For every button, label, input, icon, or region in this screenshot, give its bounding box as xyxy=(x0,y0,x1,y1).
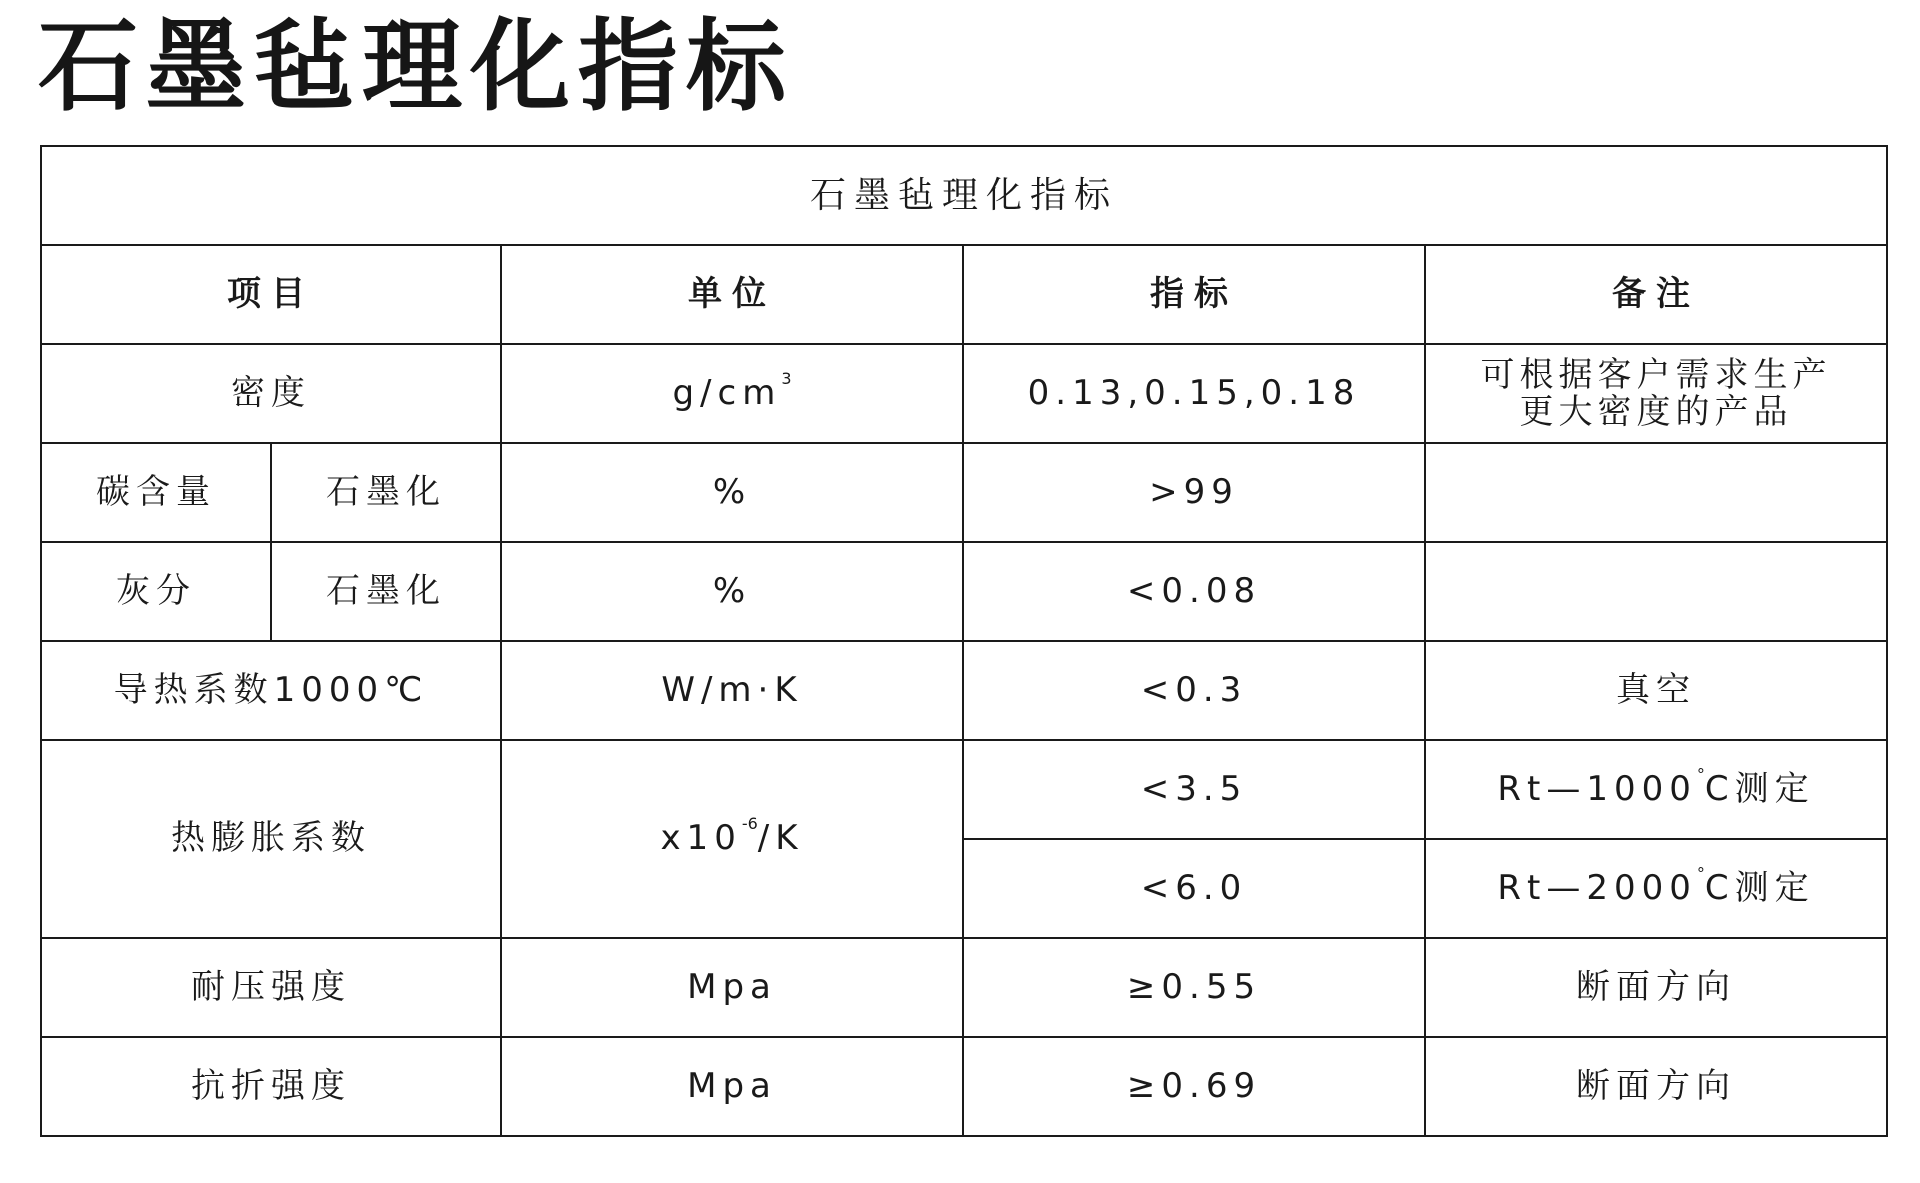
table-row-conductivity xyxy=(41,641,1887,740)
table-row-expansion-1 xyxy=(41,740,1887,839)
conductivity-remark: 真空 xyxy=(1425,641,1887,740)
table-row-compressive xyxy=(41,938,1887,1037)
header-value: 指标 xyxy=(963,245,1425,344)
flexural-value: ≥0.69 xyxy=(963,1037,1425,1136)
density-value: 0.13,0.15,0.18 xyxy=(963,344,1425,443)
density-unit-sup: 3 xyxy=(781,368,792,388)
header-item: 项目 xyxy=(41,245,501,344)
flexural-item: 抗折强度 xyxy=(41,1037,501,1136)
carbon-unit: % xyxy=(501,443,963,542)
expansion-item: 热膨胀系数 xyxy=(41,740,501,938)
carbon-item: 碳含量 xyxy=(41,443,271,542)
expansion-unit-sup: -6 xyxy=(741,814,758,834)
density-remark xyxy=(1425,344,1887,443)
ash-sub: 石墨化 xyxy=(271,542,501,641)
ash-remark xyxy=(1425,542,1887,641)
density-unit xyxy=(501,344,963,443)
expansion-remark-1-sup: ° xyxy=(1696,764,1705,784)
expansion-remark-2 xyxy=(1425,839,1887,938)
compressive-value: ≥0.55 xyxy=(963,938,1425,1037)
table-row-carbon xyxy=(41,443,1887,542)
expansion-remark-2-sup: ° xyxy=(1696,863,1705,883)
carbon-value: >99 xyxy=(963,443,1425,542)
page-title: 石墨毡理化指标 xyxy=(38,8,794,125)
flexural-unit: Mpa xyxy=(501,1037,963,1136)
expansion-unit-tail: /K xyxy=(757,818,804,859)
expansion-remark-2-base: Rt—2000 xyxy=(1497,867,1697,908)
table-row-flexural xyxy=(41,1037,1887,1136)
conductivity-item: 导热系数1000℃ xyxy=(41,641,501,740)
expansion-remark-2-tail: C测定 xyxy=(1704,867,1815,908)
table-row-density xyxy=(41,344,1887,443)
expansion-remark-1 xyxy=(1425,740,1887,839)
table-caption-row xyxy=(41,146,1887,245)
expansion-value-2: <6.0 xyxy=(963,839,1425,938)
carbon-sub: 石墨化 xyxy=(271,443,501,542)
expansion-unit-base: x10 xyxy=(660,818,742,859)
ash-unit: % xyxy=(501,542,963,641)
flexural-remark: 断面方向 xyxy=(1425,1037,1887,1136)
density-unit-base: g/cm xyxy=(672,372,782,413)
density-remark-line1: 可根据客户需求生产 xyxy=(1480,354,1832,395)
expansion-remark-1-base: Rt—1000 xyxy=(1497,768,1697,809)
ash-item: 灰分 xyxy=(41,542,271,641)
ash-value: <0.08 xyxy=(963,542,1425,641)
conductivity-value: <0.3 xyxy=(963,641,1425,740)
table-header-row xyxy=(41,245,1887,344)
header-remark: 备注 xyxy=(1425,245,1887,344)
conductivity-unit: W/m·K xyxy=(501,641,963,740)
expansion-unit xyxy=(501,740,963,938)
expansion-remark-1-tail: C测定 xyxy=(1704,768,1815,809)
density-remark-line2: 更大密度的产品 xyxy=(1519,391,1793,432)
carbon-remark xyxy=(1425,443,1887,542)
compressive-remark: 断面方向 xyxy=(1425,938,1887,1037)
expansion-value-1: <3.5 xyxy=(963,740,1425,839)
compressive-item: 耐压强度 xyxy=(41,938,501,1037)
header-unit: 单位 xyxy=(501,245,963,344)
compressive-unit: Mpa xyxy=(501,938,963,1037)
table-caption: 石墨毡理化指标 xyxy=(41,146,1887,245)
table-row-ash xyxy=(41,542,1887,641)
density-item: 密度 xyxy=(41,344,501,443)
spec-table xyxy=(40,145,1888,1137)
